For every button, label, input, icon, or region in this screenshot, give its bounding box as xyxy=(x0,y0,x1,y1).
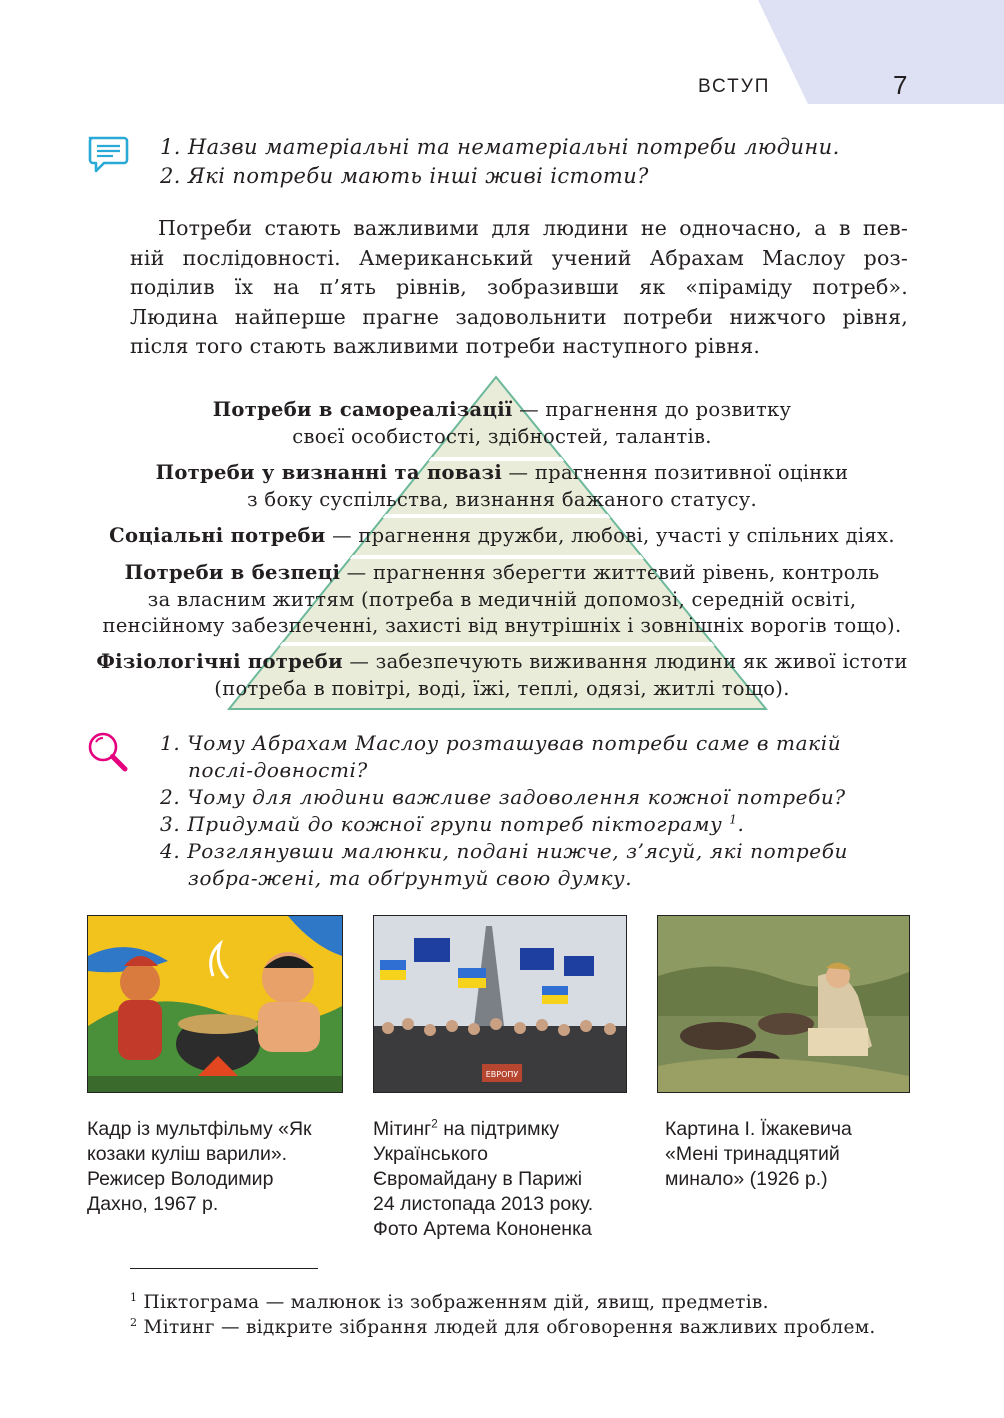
caption-line: Українського xyxy=(373,1143,488,1165)
pyramid-level-physiological xyxy=(60,649,944,702)
level-desc: — прагнення зберегти життєвий рівень, контроль xyxy=(340,561,880,584)
level-term: Потреби в безпеці xyxy=(124,561,341,584)
level-desc: (потреба в повітрі, воді, їжі, теплі, одязі, житлі тощо). xyxy=(214,676,790,700)
level-term: Соціальні потреби xyxy=(109,524,326,547)
pyramid-level-self-actualization xyxy=(60,397,944,450)
footnote-divider xyxy=(130,1268,318,1269)
caption-line: Картина І. Їжакевича xyxy=(665,1118,852,1140)
caption-line: Режисер Володимир xyxy=(87,1168,274,1190)
footnote-1 xyxy=(130,1290,769,1315)
question-4 xyxy=(160,838,908,892)
level-desc: за власним життям (потреба в медичній допомозі, середній освіті, xyxy=(147,587,857,611)
question-text-end: . xyxy=(737,812,745,836)
caption-text: Мітинг xyxy=(373,1118,432,1140)
footnote-text: Мітинг — відкрите зібрання людей для обговорення важливих проблем. xyxy=(137,1317,876,1338)
question-3 xyxy=(160,811,908,838)
footnote-mark: 2 xyxy=(130,1315,138,1329)
caption-line: Дахно, 1967 р. xyxy=(87,1193,219,1215)
page-number: 7 xyxy=(893,70,908,100)
caption-line: 24 листопада 2013 року. xyxy=(373,1193,594,1215)
cartoon-still-image xyxy=(87,915,343,1093)
chat-icon xyxy=(86,134,130,176)
question-text: 2. Чому для людини важливе задоволення кожної потреби? xyxy=(160,785,846,809)
footnote-text: Піктограма — малюнок із зображенням дій, явищ, предметів. xyxy=(137,1292,769,1313)
level-desc: з боку суспільства, визнання бажаного статусу. xyxy=(247,487,757,511)
question-text: 3. Придумай до кожної групи потреб піктограму xyxy=(160,812,723,836)
question-text: 4. Розглянувши малюнки, подані нижче, з’ясуй, які потреби зобра-жені, та обґрунтуй свою думку. xyxy=(160,839,848,890)
level-term: Потреби в самореалізації xyxy=(212,398,513,421)
caption-rally xyxy=(373,1117,593,1242)
section-title: ВСТУП xyxy=(698,76,771,97)
caption-text: на підтримку xyxy=(437,1118,560,1140)
level-desc: — забезпечують виживання людини як живої істоти xyxy=(342,650,908,673)
question-2 xyxy=(160,784,908,811)
caption-line: Євромайдану в Парижі xyxy=(373,1168,583,1190)
question-1: 1. Назви матеріальні та нематеріальні потреби людини. xyxy=(160,135,840,159)
caption-line xyxy=(373,1117,593,1142)
caption-painting xyxy=(665,1117,852,1192)
footnote-mark: 1 xyxy=(130,1290,138,1304)
top-questions xyxy=(160,133,840,191)
rally-sign: ЕВРОПУ xyxy=(485,1070,519,1079)
caption-line: козаки куліш варили». xyxy=(87,1143,288,1165)
level-desc: — прагнення дружби, любові, участі у спільних діях. xyxy=(325,524,895,547)
paragraph-line: Людина найперше прагне задовольнити потреби нижчого рівня, xyxy=(130,304,908,329)
pyramid-level-esteem xyxy=(60,460,944,513)
level-desc: пенсійному забезпеченні, захисті від внутрішніх і зовнішніх ворогів тощо). xyxy=(102,614,902,637)
footnote-ref: 1 xyxy=(729,812,738,827)
level-term: Фізіологічні потреби xyxy=(96,650,343,673)
pyramid-level-safety xyxy=(60,560,944,640)
footnote-2 xyxy=(130,1315,876,1340)
level-desc: — прагнення позитивної оцінки xyxy=(502,461,849,484)
paragraph-line: Потреби стають важливими для людини не одночасно, а в пев- xyxy=(158,216,908,240)
question-text: 1. Чому Абрахам Маслоу розташував потреби саме в такій послі-довності? xyxy=(160,731,842,782)
paragraph-line: після того стають важливими потреби наступного рівня. xyxy=(130,334,761,358)
level-term: Потреби у визнанні та повазі xyxy=(155,461,503,484)
caption-line: Кадр із мультфільму «Як xyxy=(87,1118,312,1140)
magnifier-icon xyxy=(86,730,130,774)
caption-line: минало» (1926 р.) xyxy=(665,1168,828,1190)
paragraph-line: поділив їх на п’ять рівнів, зобразивши як «піраміду потреб». xyxy=(130,275,908,299)
pyramid-level-social xyxy=(60,523,944,550)
caption-cartoon xyxy=(87,1117,312,1217)
intro-paragraph xyxy=(130,214,908,362)
question-1 xyxy=(160,730,908,784)
header-corner-band xyxy=(0,0,1004,110)
level-desc: — прагнення до розвитку xyxy=(512,398,792,421)
question-2: 2. Які потреби мають інші живі істоти? xyxy=(160,164,649,188)
footnote-ref: 2 xyxy=(431,1117,438,1131)
bottom-questions xyxy=(160,730,908,892)
rally-photo-image xyxy=(373,915,627,1093)
caption-line: «Мені тринадцятий xyxy=(665,1143,840,1165)
painting-image xyxy=(657,915,910,1093)
paragraph-line: ній послідовності. Американський учений Абрахам Маслоу роз- xyxy=(130,245,908,270)
caption-line: Фото Артема Кононенка xyxy=(373,1218,592,1240)
level-desc: своєї особистості, здібностей, талантів. xyxy=(292,424,712,448)
